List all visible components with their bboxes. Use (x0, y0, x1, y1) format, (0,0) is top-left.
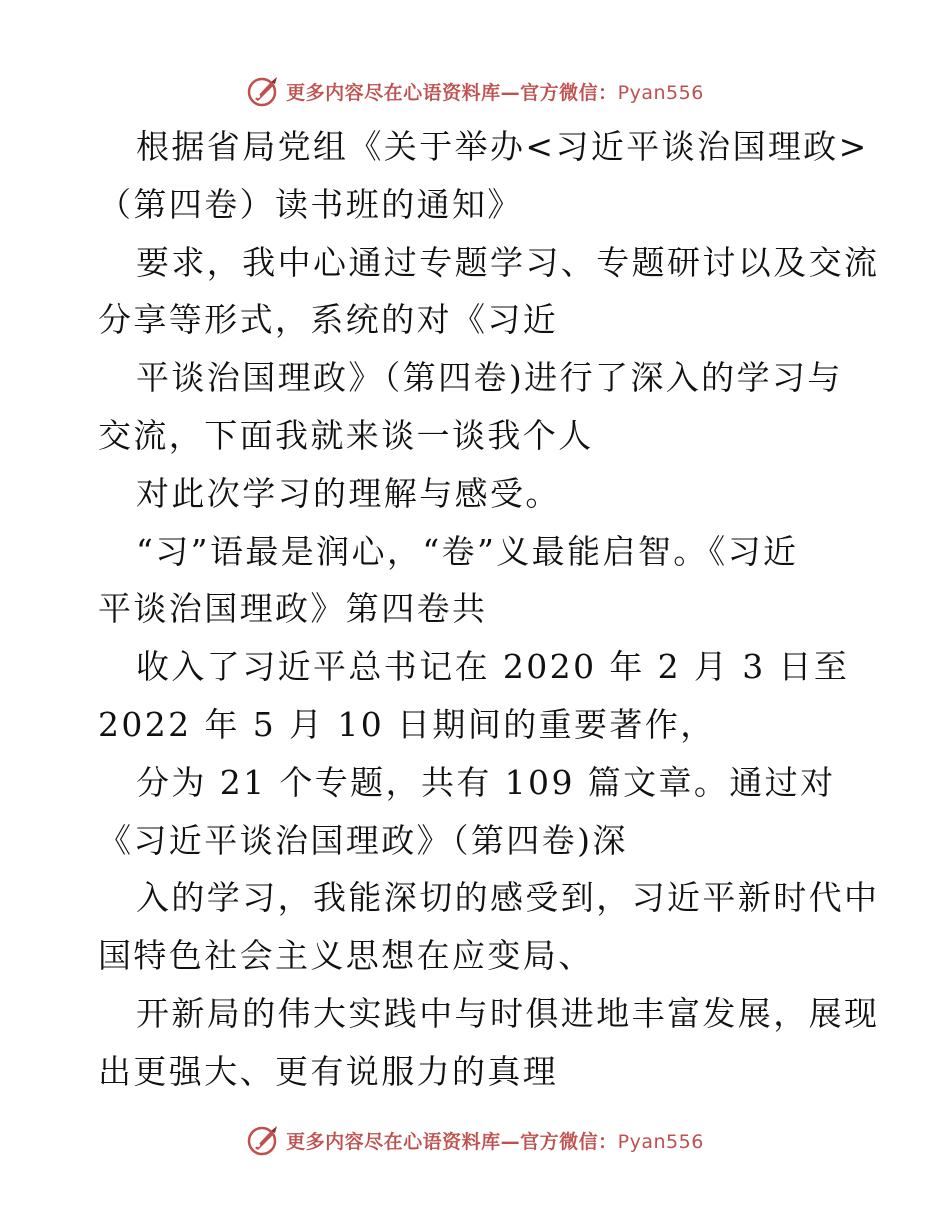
quill-pen-logo-icon (246, 74, 280, 108)
text-line: 要求，我中心通过专题学习、专题研讨以及交流 (136, 242, 880, 282)
text-line: 分为 21 个专题，共有 109 篇文章。通过对 (136, 762, 836, 802)
text-line: 国特色社会主义思想在应变局、 (98, 936, 594, 976)
quill-pen-logo-icon (246, 1123, 280, 1157)
footer-banner (0, 1120, 950, 1160)
text-line: 平谈治国理政》（第四卷)进行了深入的学习与 (136, 358, 843, 398)
text-line: （第四卷）读书班的通知》 (98, 184, 523, 224)
header-banner-brand: Pyan556 (617, 81, 704, 104)
header-banner (0, 71, 950, 111)
text-line: 交流，下面我就来谈一谈我个人 (98, 415, 594, 455)
body-text (98, 118, 880, 1101)
text-line: 收入了习近平总书记在 2020 年 2 月 3 日至 (136, 647, 850, 687)
text-line: 开新局的伟大实践中与时俱进地丰富发展，展现 (136, 993, 880, 1033)
text-line: 2022 年 5 月 10 日期间的重要著作， (98, 704, 716, 744)
text-line: “习”语最是润心，“卷”义最能启智。《习近 (136, 531, 799, 571)
text-line: 入的学习，我能深切的感受到，习近平新时代中 (136, 878, 880, 918)
text-line: 《习近平谈治国理政》（第四卷)深 (98, 820, 628, 860)
footer-banner-text: 更多内容尽在心语资料库—官方微信：Pyan556 (286, 1130, 704, 1153)
text-line: 出更强大、更有说服力的真理 (98, 1051, 559, 1091)
text-line: 分享等形式，系统的对《习近 (98, 300, 559, 340)
header-banner-text: 更多内容尽在心语资料库—官方微信：Pyan556 (286, 81, 704, 104)
text-line: 平谈治国理政》第四卷共 (98, 589, 488, 629)
footer-banner-brand: Pyan556 (617, 1130, 704, 1153)
text-line: 根据省局党组《关于举办<习近平谈治国理政> (136, 127, 869, 166)
text-line: 对此次学习的理解与感受。 (136, 473, 561, 513)
